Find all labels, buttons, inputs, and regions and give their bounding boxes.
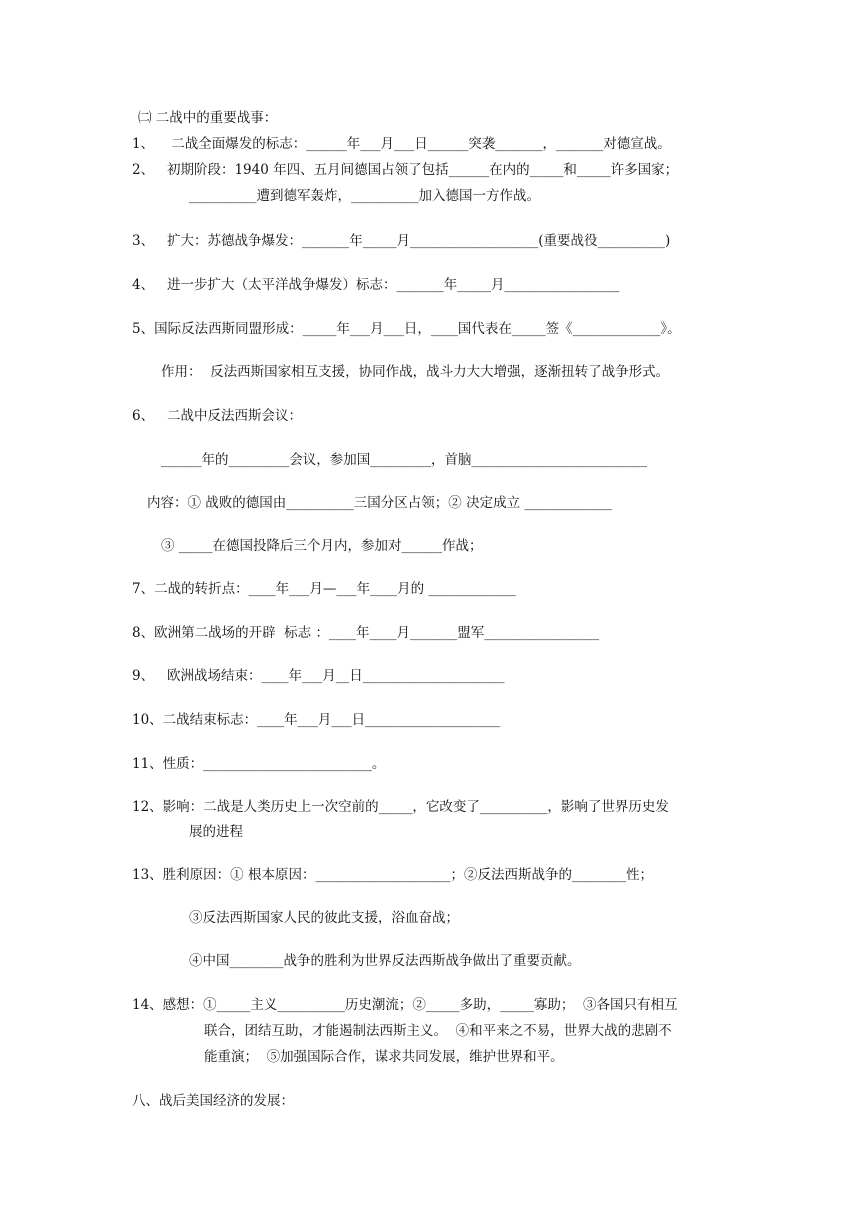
item-13: 13、胜利原因：① 根本原因：____________________；②反法西斯战争的________性；	[132, 867, 653, 883]
item-13-reason-3: ③反法西斯国家人民的彼此支援，浴血奋战；	[189, 910, 459, 926]
item-9: 9、 欧洲战场结束：____年___月__日_____________________	[132, 668, 505, 684]
section-eight-heading: 八、战后美国经济的发展：	[132, 1093, 294, 1109]
item-14-line-2: 联合，团结互助，才能遏制法西斯主义。 ④和平来之不易，世界大战的悲剧不	[204, 1023, 672, 1039]
item-3: 3、 扩大：苏德战争爆发：_______年_____月___________________(重要战役__________)	[132, 233, 671, 249]
item-12-line-1: 12、影响：二战是人类历史上一次空前的_____，它改变了__________，影响了世界历史发	[132, 799, 669, 815]
item-4: 4、 进一步扩大（太平洋战争爆发）标志：_______年_____月_________________	[132, 277, 620, 293]
item-6-content-3: ③ _____在德国投降后三个月内，参加对______作战；	[161, 538, 483, 554]
item-5-effect: 作用： 反法西斯国家相互支援，协同作战，战斗力大大增强，逐渐扭转了战争形式。	[161, 364, 670, 380]
item-12-line-2: 展的进程	[189, 824, 243, 840]
item-6-meeting: ______年的_________会议，参加国_________，首脑__________________________	[161, 452, 647, 468]
section-heading: ㈡ 二战中的重要战事：	[138, 110, 278, 126]
item-6: 6、 二战中反法西斯会议：	[132, 408, 302, 424]
item-7: 7、二战的转折点：____年___月—___年____月的 _____________	[132, 581, 517, 597]
item-6-content: 内容：① 战败的德国由__________三国分区占领；② 决定成立 _____________	[147, 495, 613, 511]
item-5: 5、国际反法西斯同盟形成：_____年___月___日，____国代表在_____签《_____________》。	[132, 321, 681, 337]
item-13-reason-4: ④中国________战争的胜利为世界反法西斯战争做出了重要贡献。	[189, 953, 581, 969]
item-14-line-1: 14、感想：①_____主义__________历史潮流；②_____多助，_____寡助； ③各国只有相互	[132, 997, 678, 1013]
item-8: 8、欧洲第二战场的开辟 标志 ：____年____月_______盟军_________________	[132, 625, 599, 641]
item-14-line-3: 能重演； ⑤加强国际合作，谋求共同发展，维护世界和平。	[204, 1049, 564, 1065]
item-1: 1、 二战全面爆发的标志：______年___月___日______突袭_______，_______对德宣战。	[132, 136, 671, 152]
item-10: 10、二战结束标志：____年___月___日____________________	[132, 712, 501, 728]
item-11: 11、性质：_________________________。	[132, 756, 386, 772]
item-2-line-1: 2、 初期阶段：1940 年四、五月间德国占领了包括______在内的_____和_____许多国家；	[132, 162, 679, 178]
item-2-line-2: __________遭到德军轰炸，__________加入德国一方作战。	[189, 188, 540, 204]
